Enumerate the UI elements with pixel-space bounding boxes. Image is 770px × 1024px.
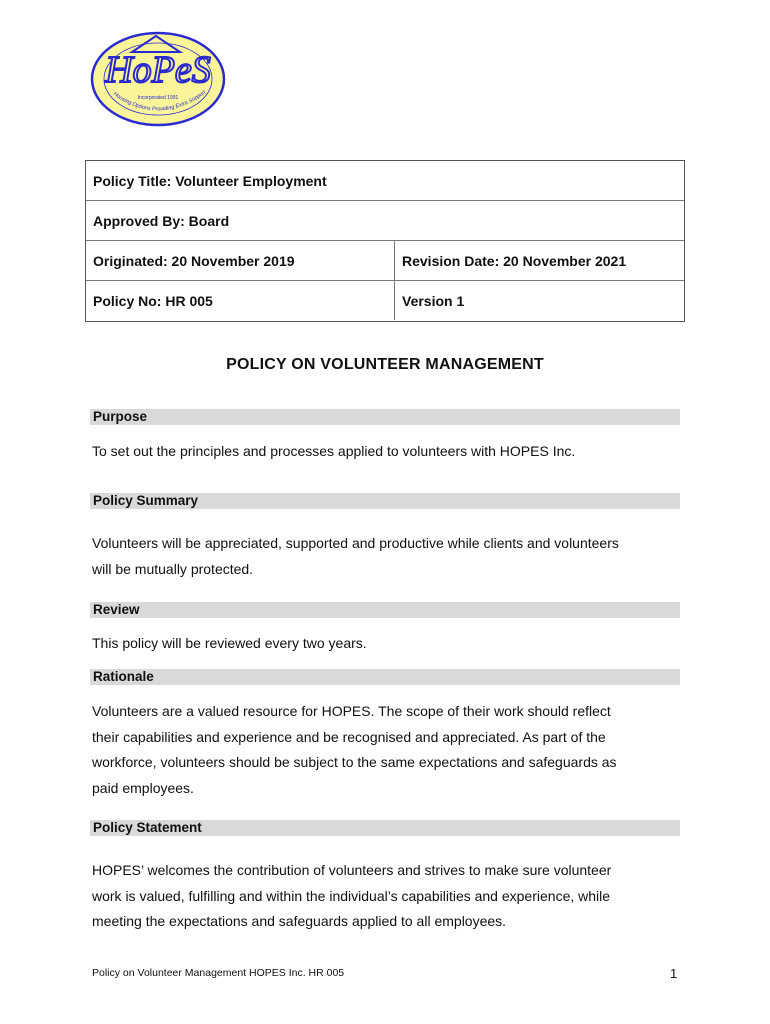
meta-row-approved bbox=[86, 201, 684, 241]
policy-title: Policy Title: Volunteer Employment bbox=[93, 173, 327, 189]
meta-row-dates bbox=[86, 241, 684, 281]
summary-line: will be mutually protected. bbox=[92, 560, 254, 577]
meta-row-title bbox=[86, 161, 684, 201]
page-number: 1 bbox=[670, 966, 678, 981]
rationale-line: paid employees. bbox=[92, 779, 194, 796]
hopes-logo bbox=[88, 30, 228, 128]
summary-line: Volunteers will be appreciated, supported and productive while clients and volunteers bbox=[92, 535, 619, 551]
version: Version 1 bbox=[402, 293, 465, 309]
rationale-line: workforce, volunteers should be subject to the same expectations and safeguards as bbox=[92, 754, 617, 770]
meta-row-number bbox=[86, 281, 684, 320]
rationale-line: their capabilities and experience and be recognised and appreciated. As part of the bbox=[92, 728, 606, 745]
revision-date: Revision Date: 20 November 2021 bbox=[402, 253, 627, 269]
review-text: This policy will be reviewed every two years. bbox=[92, 635, 367, 651]
rationale-line: Volunteers are a valued resource for HOPES. The scope of their work should reflect bbox=[92, 703, 611, 719]
statement-line: meeting the expectations and safeguards applied to all employees. bbox=[92, 913, 507, 929]
summary-text bbox=[92, 531, 692, 582]
document-title: POLICY ON VOLUNTEER MANAGEMENT bbox=[226, 356, 544, 373]
rationale-text bbox=[92, 699, 692, 801]
section-heading-rationale: Rationale bbox=[90, 669, 680, 685]
statement-text bbox=[92, 858, 692, 935]
statement-line: work is valued, fulfilling and within the individual’s capabilities and experience, while bbox=[92, 887, 611, 904]
svg-text:HoPeS: HoPeS bbox=[105, 49, 211, 91]
section-heading-review: Review bbox=[90, 602, 680, 618]
section-heading-purpose: Purpose bbox=[90, 409, 680, 425]
section-heading-summary: Policy Summary bbox=[90, 493, 680, 509]
purpose-text: To set out the principles and processes applied to volunteers with HOPES Inc. bbox=[92, 443, 576, 459]
originated-date: Originated: 20 November 2019 bbox=[86, 241, 395, 280]
svg-text:Housing Options Providing Extr: Housing Options Providing Extra Support bbox=[112, 89, 208, 113]
section-heading-statement: Policy Statement bbox=[90, 820, 680, 836]
svg-text:Incorporated 1991: Incorporated 1991 bbox=[137, 95, 179, 101]
hopes-logo-emblem bbox=[88, 30, 228, 128]
statement-line: HOPES’ welcomes the contribution of volunteers and strives to make sure volunteer bbox=[92, 862, 612, 878]
approved-by: Approved By: Board bbox=[93, 213, 230, 229]
policy-number: Policy No: HR 005 bbox=[86, 281, 395, 320]
page-footer: Policy on Volunteer Management HOPES Inc. HR 005 bbox=[92, 967, 345, 979]
policy-meta-table bbox=[85, 160, 685, 322]
